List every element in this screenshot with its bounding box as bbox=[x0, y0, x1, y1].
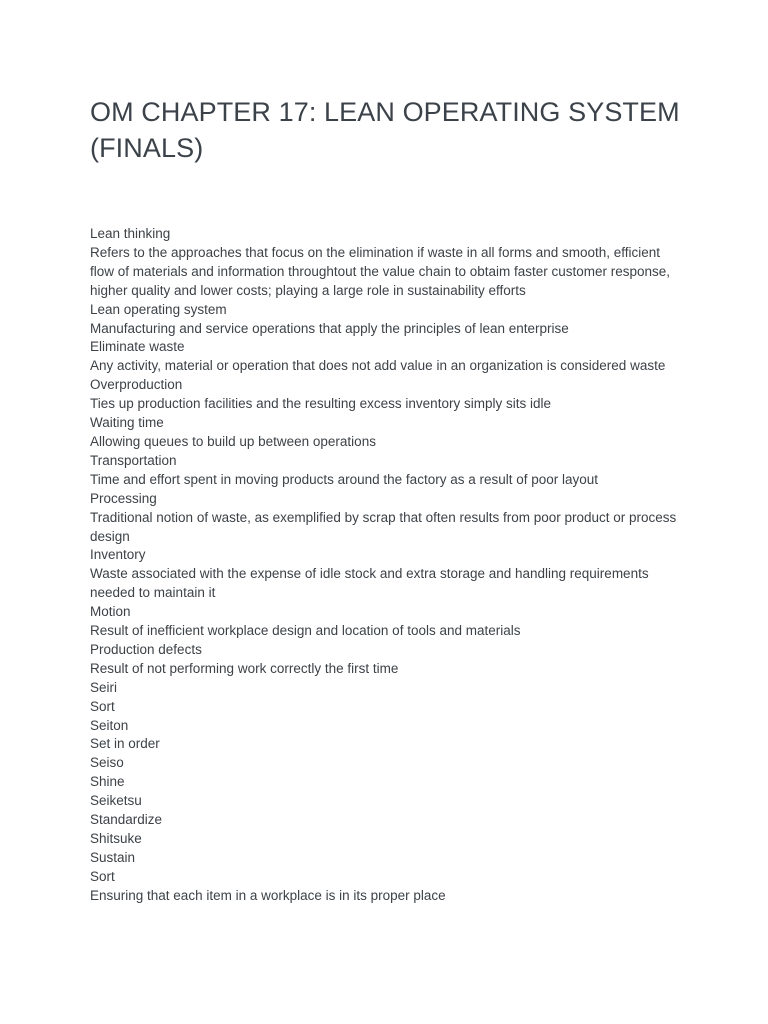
definition-sort: Ensuring that each item in a workplace is in its proper place bbox=[90, 887, 446, 903]
definition-inventory: Waste associated with the expense of idle stock and extra storage and handling requirements needed to maintain it bbox=[90, 566, 649, 601]
definition-seiri: Sort bbox=[90, 698, 115, 714]
term-seiketsu: Seiketsu bbox=[90, 793, 142, 809]
term-sort: Sort bbox=[90, 868, 115, 884]
term-seiso: Seiso bbox=[90, 755, 124, 771]
term-inventory: Inventory bbox=[90, 547, 146, 563]
term-eliminate-waste: Eliminate waste bbox=[90, 339, 185, 355]
definition-eliminate-waste: Any activity, material or operation that does not add value in an organization is considered waste bbox=[90, 358, 666, 374]
definition-seiso: Shine bbox=[90, 774, 125, 790]
definition-shitsuke: Sustain bbox=[90, 849, 136, 865]
term-lean-operating-system: Lean operating system bbox=[90, 301, 227, 317]
term-transportation: Transportation bbox=[90, 452, 177, 468]
term-seiton: Seiton bbox=[90, 717, 129, 733]
definition-motion: Result of inefficient workplace design and location of tools and materials bbox=[90, 623, 521, 639]
definition-production-defects: Result of not performing work correctly the first time bbox=[90, 660, 399, 676]
document-body bbox=[90, 225, 680, 906]
term-waiting-time: Waiting time bbox=[90, 415, 164, 431]
definition-overproduction: Ties up production facilities and the resulting excess inventory simply sits idle bbox=[90, 396, 551, 412]
term-lean-thinking: Lean thinking bbox=[90, 226, 171, 241]
term-seiri: Seiri bbox=[90, 679, 118, 695]
term-processing: Processing bbox=[90, 490, 157, 506]
definition-waiting-time: Allowing queues to build up between operations bbox=[90, 433, 376, 449]
definition-processing: Traditional notion of waste, as exemplified by scrap that often results from poor product or process design bbox=[90, 509, 677, 544]
term-shitsuke: Shitsuke bbox=[90, 831, 142, 846]
page-title: OM CHAPTER 17: LEAN OPERATING SYSTEM (FINALS) bbox=[90, 97, 680, 163]
term-motion: Motion bbox=[90, 604, 131, 620]
definition-lean-thinking: Refers to the approaches that focus on the elimination if waste in all forms and smooth, efficient flow of materials and information throughtout the value chain to obtaim faster customer response, higher quality and lower costs; playing a large role in sustainability efforts bbox=[90, 244, 671, 298]
definition-seiton: Set in order bbox=[90, 736, 160, 752]
definition-transportation: Time and effort spent in moving products around the factory as a result of poor layout bbox=[90, 471, 599, 487]
definition-lean-operating-system: Manufacturing and service operations that apply the principles of lean enterprise bbox=[90, 320, 569, 336]
definition-seiketsu: Standardize bbox=[90, 812, 163, 828]
term-production-defects: Production defects bbox=[90, 641, 202, 657]
term-overproduction: Overproduction bbox=[90, 377, 183, 393]
